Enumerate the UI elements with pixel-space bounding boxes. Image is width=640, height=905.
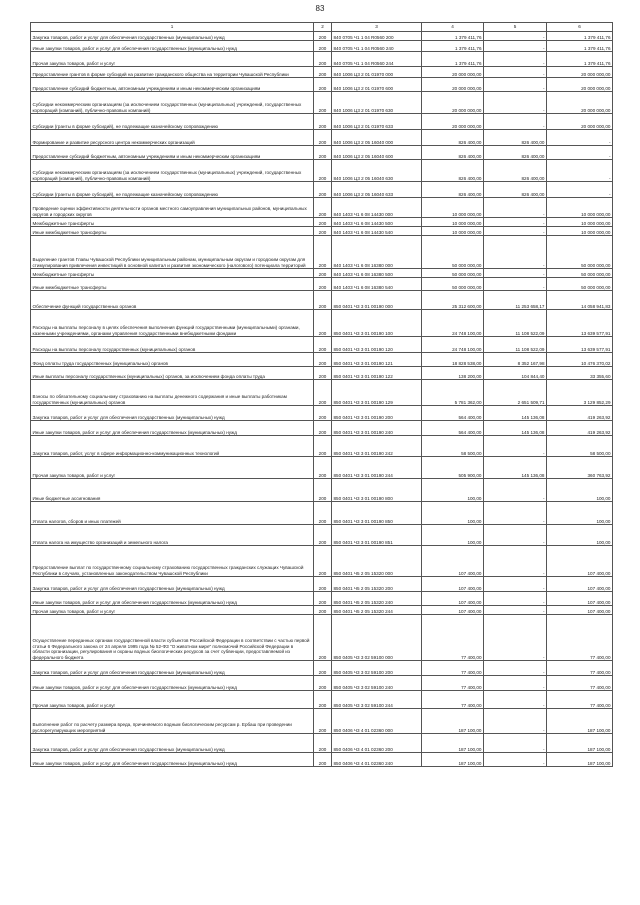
row-amount-approved: 826 400,00: [422, 146, 484, 160]
row-budget-code: 850 0405 Ч3 3 02 59100 200: [332, 661, 422, 676]
row-amount-approved: 1 379 411,76: [422, 52, 484, 67]
table-row: [31, 525, 613, 546]
row-budget-code: 850 0401 Ч3 3 01 00190 200: [332, 406, 422, 421]
row-amount-executed: -: [484, 592, 547, 606]
row-amount-approved: 100,00: [422, 479, 484, 502]
row-amount-executed: 104 844,40: [484, 367, 547, 380]
row-budget-code: 840 1006 Ц3 2 01 01970 000: [332, 67, 422, 78]
row-amount-remaining: 20 000 000,00: [547, 92, 613, 114]
row-amount-executed: -: [484, 606, 547, 615]
row-amount-executed: 11 108 522,09: [484, 337, 547, 353]
row-amount-executed: -: [484, 78, 547, 92]
row-amount-remaining: 107 400,00: [547, 577, 613, 592]
row-amount-remaining: 58 500,00: [547, 436, 613, 457]
row-description: Прочая закупка товаров, работ и услуг: [31, 691, 314, 709]
table-row: [31, 269, 613, 278]
row-amount-executed: -: [484, 502, 547, 525]
row-amount-approved: 826 400,00: [422, 182, 484, 198]
table-row: [31, 436, 613, 457]
table-row: [31, 114, 613, 130]
page-number: 83: [315, 4, 325, 13]
table-row: [31, 421, 613, 436]
row-budget-code: 850 0405 Ч3 3 02 59100 244: [332, 691, 422, 709]
row-amount-remaining: 100,00: [547, 525, 613, 546]
row-description: Иные выплаты персоналу государственных (муниципальных) органов, за исключением фонда оплаты труда: [31, 367, 314, 380]
row-amount-approved: 826 400,00: [422, 130, 484, 146]
row-amount-executed: -: [484, 615, 547, 661]
row-budget-code: 850 0406 Ч3 4 01 02360 200: [332, 734, 422, 753]
row-amount-executed: 145 136,08: [484, 421, 547, 436]
row-amount-approved: 5 781 362,00: [422, 380, 484, 406]
row-description: Закупка товаров, работ и услуг для обеспечения государственных (муниципальных) нужд: [31, 32, 314, 41]
row-amount-remaining: 100,00: [547, 502, 613, 525]
row-budget-code: 850 0406 Ч3 4 01 02360 240: [332, 753, 422, 767]
table-row: [31, 67, 613, 78]
row-amount-remaining: -: [547, 182, 613, 198]
row-description: Иные бюджетные ассигнования: [31, 479, 314, 502]
row-budget-code: 850 0401 Ч3 3 01 00190 240: [332, 421, 422, 436]
row-budget-code: 840 1006 Ц3 2 01 01970 600: [332, 78, 422, 92]
table-row: [31, 78, 613, 92]
row-amount-executed: -: [484, 479, 547, 502]
table-row: [31, 577, 613, 592]
row-column-2: 200: [314, 67, 332, 78]
row-budget-code: 850 0401 Ч3 3 01 00190 851: [332, 525, 422, 546]
row-description: Уплата налогов, сборов и иных платежей: [31, 502, 314, 525]
row-amount-remaining: 50 000 000,00: [547, 236, 613, 269]
row-column-2: 200: [314, 367, 332, 380]
row-column-2: 200: [314, 198, 332, 218]
row-budget-code: 840 1403 Ч1 6 08 14430 000: [332, 198, 422, 218]
row-amount-remaining: 10 000 000,00: [547, 198, 613, 218]
table-row: [31, 218, 613, 227]
row-column-2: 200: [314, 577, 332, 592]
row-amount-approved: 50 000 000,00: [422, 269, 484, 278]
row-amount-executed: 8 352 167,98: [484, 353, 547, 367]
row-amount-executed: -: [484, 218, 547, 227]
table-row: [31, 676, 613, 691]
column-header: 2: [314, 23, 332, 32]
row-amount-approved: 100,00: [422, 502, 484, 525]
row-amount-executed: -: [484, 525, 547, 546]
row-amount-approved: 25 312 600,00: [422, 291, 484, 310]
table-row: [31, 198, 613, 218]
row-amount-approved: 138 200,00: [422, 367, 484, 380]
row-column-2: 200: [314, 130, 332, 146]
row-column-2: 200: [314, 436, 332, 457]
row-column-2: 200: [314, 92, 332, 114]
row-column-2: 200: [314, 380, 332, 406]
row-description: Прочая закупка товаров, работ и услуг: [31, 606, 314, 615]
row-budget-code: 850 0401 Ч3 3 01 00190 100: [332, 310, 422, 337]
row-description: Выделение грантов Главы Чувашской Республики муниципальным районам, муниципальным округам и городским округам для стимулирования привлечения инвестиций в основной капитал и развития экономического (налогового) потенциала территорий: [31, 236, 314, 269]
row-budget-code: 850 0401 Ч3 3 01 00190 800: [332, 479, 422, 502]
row-budget-code: 840 1006 Ц3 2 05 16040 630: [332, 160, 422, 182]
row-amount-executed: -: [484, 41, 547, 52]
row-description: Субсидии некоммерческим организациям (за исключением государственных (муниципальных) учреждений, государственных корпораций (компаний), публично-правовых компаний): [31, 160, 314, 182]
table-header-row: [31, 23, 613, 32]
table-row: [31, 41, 613, 52]
row-description: Иные закупки товаров, работ и услуг для обеспечения государственных (муниципальных) нужд: [31, 753, 314, 767]
row-amount-executed: -: [484, 269, 547, 278]
table-row: [31, 734, 613, 753]
row-budget-code: 840 1403 Ч1 6 08 16380 500: [332, 269, 422, 278]
row-column-2: 200: [314, 52, 332, 67]
row-description: Предоставление выплат по государственному социальному страхованию государственных гражданских служащих Чувашской Республики в случаях, установленных законодательством Чувашской Республики: [31, 546, 314, 577]
row-budget-code: 840 1403 Ч1 6 08 14430 500: [332, 218, 422, 227]
row-amount-executed: 11 253 658,17: [484, 291, 547, 310]
row-description: Субсидии некоммерческим организациям (за исключением государственных (муниципальных) учреждений, государственных корпораций (компаний), публично-правовых компаний): [31, 92, 314, 114]
row-column-2: 200: [314, 606, 332, 615]
row-amount-remaining: 1 379 411,76: [547, 52, 613, 67]
row-amount-approved: 20 000 000,00: [422, 67, 484, 78]
row-column-2: 200: [314, 734, 332, 753]
row-amount-remaining: 33 355,60: [547, 367, 613, 380]
table-row: [31, 52, 613, 67]
row-amount-approved: 107 400,00: [422, 592, 484, 606]
table-row: [31, 546, 613, 577]
row-description: Субсидии (гранты в форме субсидий), не подлежащие казначейскому сопровождению: [31, 182, 314, 198]
row-budget-code: 850 0401 Ч3 3 01 00190 850: [332, 502, 422, 525]
row-amount-remaining: -: [547, 130, 613, 146]
row-description: Предоставление грантов в форме субсидий на развитие гражданского общества на территории Чувашской Республики: [31, 67, 314, 78]
row-amount-remaining: 187 100,00: [547, 709, 613, 734]
table-row: [31, 160, 613, 182]
row-budget-code: 850 0406 Ч3 4 01 02360 000: [332, 709, 422, 734]
row-column-2: 200: [314, 709, 332, 734]
table-row: [31, 606, 613, 615]
row-description: Иные закупки товаров, работ и услуг для обеспечения государственных (муниципальных) нужд: [31, 41, 314, 52]
row-amount-approved: 1 379 411,76: [422, 32, 484, 41]
row-amount-remaining: 187 100,00: [547, 734, 613, 753]
table-row: [31, 278, 613, 291]
column-header: 1: [31, 23, 314, 32]
row-amount-remaining: 20 000 000,00: [547, 78, 613, 92]
row-amount-approved: 107 400,00: [422, 606, 484, 615]
row-budget-code: 850 0401 Ч3 3 01 00190 000: [332, 291, 422, 310]
table-row: [31, 592, 613, 606]
row-amount-remaining: 13 639 577,91: [547, 310, 613, 337]
row-amount-executed: 826 400,00: [484, 130, 547, 146]
row-description: Предоставление субсидий бюджетным, автономным учреждениям и иным некоммерческим организациям: [31, 146, 314, 160]
row-amount-remaining: 20 000 000,00: [547, 114, 613, 130]
table-row: [31, 457, 613, 479]
table-row: [31, 32, 613, 41]
row-amount-remaining: 77 400,00: [547, 661, 613, 676]
row-description: Иные закупки товаров, работ и услуг для обеспечения государственных (муниципальных) нужд: [31, 676, 314, 691]
row-budget-code: 850 0405 Ч3 3 02 59100 240: [332, 676, 422, 691]
row-column-2: 200: [314, 421, 332, 436]
row-column-2: 200: [314, 406, 332, 421]
row-amount-executed: 826 400,00: [484, 160, 547, 182]
row-budget-code: 840 1006 Ц3 2 01 01970 630: [332, 92, 422, 114]
row-budget-code: 850 0401 Ч5 2 05 15320 244: [332, 606, 422, 615]
row-description: Расходы на выплаты персоналу государственных (муниципальных) органов: [31, 337, 314, 353]
row-amount-approved: 20 000 000,00: [422, 92, 484, 114]
table-row: [31, 691, 613, 709]
row-budget-code: 850 0401 Ч3 3 01 00190 122: [332, 367, 422, 380]
row-description: Предоставление субсидий бюджетным, автономным учреждениям и иным некоммерческим организациям: [31, 78, 314, 92]
row-amount-remaining: 360 763,92: [547, 457, 613, 479]
row-column-2: 200: [314, 502, 332, 525]
row-column-2: 200: [314, 236, 332, 269]
row-column-2: 200: [314, 291, 332, 310]
row-description: Расходы на выплаты персоналу в целях обеспечения выполнения функций государственными (муниципальными) органами, казенными учреждениями, органами управления государственными внебюджетными фондами: [31, 310, 314, 337]
table-row: [31, 502, 613, 525]
row-budget-code: 840 1006 Ц3 2 05 16040 000: [332, 130, 422, 146]
row-amount-approved: 10 000 000,00: [422, 198, 484, 218]
row-amount-approved: 564 400,00: [422, 421, 484, 436]
row-column-2: 200: [314, 525, 332, 546]
row-description: Обеспечение функций государственных органов: [31, 291, 314, 310]
row-amount-approved: 564 400,00: [422, 406, 484, 421]
column-header: 3: [332, 23, 422, 32]
row-amount-approved: 58 500,00: [422, 436, 484, 457]
row-amount-remaining: 77 400,00: [547, 615, 613, 661]
row-amount-approved: 187 100,00: [422, 753, 484, 767]
table-row: [31, 367, 613, 380]
row-description: Закупка товаров, работ и услуг для обеспечения государственных (муниципальных) нужд: [31, 406, 314, 421]
row-column-2: 200: [314, 546, 332, 577]
row-description: Прочая закупка товаров, работ и услуг: [31, 457, 314, 479]
row-column-2: 200: [314, 615, 332, 661]
row-amount-remaining: -: [547, 146, 613, 160]
row-amount-remaining: 77 400,00: [547, 691, 613, 709]
row-budget-code: 850 0401 Ч3 3 01 00190 121: [332, 353, 422, 367]
row-amount-remaining: 3 129 852,29: [547, 380, 613, 406]
row-amount-approved: 1 379 411,76: [422, 41, 484, 52]
row-amount-remaining: 107 400,00: [547, 546, 613, 577]
row-amount-executed: 145 136,08: [484, 406, 547, 421]
row-column-2: 200: [314, 753, 332, 767]
row-amount-executed: -: [484, 577, 547, 592]
row-amount-executed: 826 400,00: [484, 146, 547, 160]
row-amount-remaining: 20 000 000,00: [547, 67, 613, 78]
row-amount-executed: -: [484, 52, 547, 67]
row-amount-remaining: 107 400,00: [547, 606, 613, 615]
row-column-2: 200: [314, 479, 332, 502]
table-row: [31, 92, 613, 114]
row-budget-code: 850 0401 Ч5 2 05 15320 240: [332, 592, 422, 606]
row-amount-executed: 145 136,08: [484, 457, 547, 479]
row-column-2: 200: [314, 227, 332, 236]
table-row: [31, 353, 613, 367]
table-row: [31, 227, 613, 236]
row-amount-executed: -: [484, 709, 547, 734]
row-column-2: 200: [314, 691, 332, 709]
row-column-2: 200: [314, 457, 332, 479]
row-amount-approved: 20 000 000,00: [422, 114, 484, 130]
row-amount-approved: 826 400,00: [422, 160, 484, 182]
row-column-2: 200: [314, 592, 332, 606]
row-amount-approved: 24 748 100,00: [422, 310, 484, 337]
row-description: Закупка товаров, работ и услуг для обеспечения государственных (муниципальных) нужд: [31, 577, 314, 592]
row-amount-remaining: 419 263,92: [547, 421, 613, 436]
row-amount-remaining: 77 400,00: [547, 676, 613, 691]
row-amount-executed: 2 651 509,71: [484, 380, 547, 406]
row-amount-executed: 826 400,00: [484, 182, 547, 198]
table-row: [31, 380, 613, 406]
row-budget-code: 850 0401 Ч3 3 01 00190 244: [332, 457, 422, 479]
row-column-2: 200: [314, 78, 332, 92]
column-header: 6: [547, 23, 613, 32]
table-row: [31, 709, 613, 734]
row-amount-executed: -: [484, 67, 547, 78]
row-amount-approved: 77 400,00: [422, 615, 484, 661]
row-amount-remaining: 187 100,00: [547, 753, 613, 767]
table-row: [31, 182, 613, 198]
row-column-2: 200: [314, 278, 332, 291]
row-budget-code: 840 1006 Ц3 2 01 01970 633: [332, 114, 422, 130]
row-column-2: 200: [314, 353, 332, 367]
row-amount-remaining: 13 639 577,91: [547, 337, 613, 353]
row-amount-remaining: -: [547, 160, 613, 182]
row-amount-executed: -: [484, 676, 547, 691]
row-description: Субсидии (гранты в форме субсидий), не подлежащие казначейскому сопровождению: [31, 114, 314, 130]
row-column-2: 200: [314, 218, 332, 227]
table-row: [31, 310, 613, 337]
row-column-2: 200: [314, 310, 332, 337]
row-amount-approved: 187 100,00: [422, 734, 484, 753]
column-header: 4: [422, 23, 484, 32]
row-column-2: 200: [314, 32, 332, 41]
table-row: [31, 146, 613, 160]
row-amount-executed: -: [484, 198, 547, 218]
row-amount-executed: -: [484, 92, 547, 114]
row-amount-executed: -: [484, 436, 547, 457]
row-amount-approved: 18 828 538,00: [422, 353, 484, 367]
row-description: Осуществление переданных органам государственной власти субъектов Российской Федерации в соответствии с частью первой статьи 6 Федерального закона от 24 апреля 1995 года № 52-ФЗ "О животном мире" полномочий Российской Федерации в области организации, регулирования и охраны водных биологических ресурсов за счет субвенции, предоставляемой из федерального бюджета: [31, 615, 314, 661]
row-description: Иные закупки товаров, работ и услуг для обеспечения государственных (муниципальных) нужд: [31, 592, 314, 606]
row-description: Иные межбюджетные трансферты: [31, 278, 314, 291]
row-amount-remaining: 419 263,92: [547, 406, 613, 421]
row-amount-approved: 50 000 000,00: [422, 278, 484, 291]
row-amount-executed: -: [484, 546, 547, 577]
row-amount-executed: -: [484, 227, 547, 236]
row-amount-approved: 20 000 000,00: [422, 78, 484, 92]
row-column-2: 200: [314, 146, 332, 160]
row-amount-approved: 77 400,00: [422, 661, 484, 676]
row-amount-approved: 77 400,00: [422, 676, 484, 691]
row-amount-executed: -: [484, 236, 547, 269]
table-row: [31, 661, 613, 676]
row-budget-code: 850 0401 Ч3 3 01 00190 120: [332, 337, 422, 353]
row-column-2: 200: [314, 114, 332, 130]
row-amount-approved: 24 748 100,00: [422, 337, 484, 353]
row-budget-code: 850 0401 Ч3 3 01 00190 242: [332, 436, 422, 457]
row-amount-executed: -: [484, 691, 547, 709]
row-budget-code: 840 0705 Ч1 1 04 R0560 244: [332, 52, 422, 67]
row-amount-approved: 50 000 000,00: [422, 236, 484, 269]
table-row: [31, 753, 613, 767]
row-amount-approved: 100,00: [422, 525, 484, 546]
row-description: Иные межбюджетные трансферты: [31, 227, 314, 236]
row-description: Межбюджетные трансферты: [31, 269, 314, 278]
row-column-2: 200: [314, 41, 332, 52]
row-description: Формирование и развитие ресурсного центра некоммерческих организаций: [31, 130, 314, 146]
row-description: Выполнение работ по расчету размера вреда, причиняемого водным биологическим ресурсам р. Ербаш при проведении руслорегулирующих мероприятий: [31, 709, 314, 734]
row-amount-approved: 187 100,00: [422, 709, 484, 734]
row-budget-code: 840 0705 Ч1 1 04 R0560 200: [332, 32, 422, 41]
row-description: Прочая закупка товаров, работ и услуг: [31, 52, 314, 67]
row-amount-approved: 77 400,00: [422, 691, 484, 709]
row-amount-remaining: 10 476 370,02: [547, 353, 613, 367]
row-budget-code: 840 1403 Ч1 6 08 16380 540: [332, 278, 422, 291]
row-column-2: 200: [314, 337, 332, 353]
table-row: [31, 291, 613, 310]
row-amount-approved: 10 000 000,00: [422, 227, 484, 236]
row-description: Взносы по обязательному социальному страхованию на выплаты денежного содержания и иные выплаты работникам государственных (муниципальных) органов: [31, 380, 314, 406]
row-amount-executed: 11 108 522,09: [484, 310, 547, 337]
row-budget-code: 850 0401 Ч3 3 01 00190 129: [332, 380, 422, 406]
row-amount-executed: -: [484, 114, 547, 130]
row-amount-remaining: 14 058 941,83: [547, 291, 613, 310]
row-column-2: 200: [314, 661, 332, 676]
row-column-2: 200: [314, 269, 332, 278]
row-budget-code: 840 1006 Ц3 2 05 16040 633: [332, 182, 422, 198]
row-budget-code: 840 1006 Ц3 2 05 16040 600: [332, 146, 422, 160]
row-description: Закупка товаров, работ, услуг в сфере информационно-коммуникационных технологий: [31, 436, 314, 457]
row-amount-remaining: 50 000 000,00: [547, 269, 613, 278]
row-description: Проведение оценки эффективности деятельности органов местного самоуправления муниципальных районов, муниципальных округов и городских округов: [31, 198, 314, 218]
row-amount-executed: -: [484, 278, 547, 291]
row-description: Иные закупки товаров, работ и услуг для обеспечения государственных (муниципальных) нужд: [31, 421, 314, 436]
row-amount-remaining: 50 000 000,00: [547, 278, 613, 291]
row-amount-remaining: 10 000 000,00: [547, 218, 613, 227]
row-amount-approved: 10 000 000,00: [422, 218, 484, 227]
row-amount-executed: -: [484, 734, 547, 753]
row-amount-remaining: 1 379 411,76: [547, 32, 613, 41]
row-description: Межбюджетные трансферты: [31, 218, 314, 227]
row-amount-executed: -: [484, 32, 547, 41]
column-header: 5: [484, 23, 547, 32]
table-row: [31, 615, 613, 661]
row-amount-executed: -: [484, 753, 547, 767]
budget-table: [30, 22, 613, 767]
row-description: Уплата налога на имущество организаций и земельного налога: [31, 525, 314, 546]
table-row: [31, 406, 613, 421]
row-description: Закупка товаров, работ и услуг для обеспечения государственных (муниципальных) нужд: [31, 661, 314, 676]
table-row: [31, 236, 613, 269]
row-amount-remaining: 10 000 000,00: [547, 227, 613, 236]
row-column-2: 200: [314, 182, 332, 198]
row-description: Фонд оплаты труда государственных (муниципальных) органов: [31, 353, 314, 367]
row-amount-approved: 107 400,00: [422, 577, 484, 592]
row-amount-executed: -: [484, 661, 547, 676]
row-column-2: 200: [314, 160, 332, 182]
table-row: [31, 479, 613, 502]
row-budget-code: 840 1403 Ч1 6 08 14430 540: [332, 227, 422, 236]
row-amount-approved: 505 900,00: [422, 457, 484, 479]
row-amount-remaining: 1 379 411,76: [547, 41, 613, 52]
row-amount-remaining: 100,00: [547, 479, 613, 502]
row-budget-code: 850 0405 Ч3 3 02 59100 000: [332, 615, 422, 661]
row-budget-code: 850 0401 Ч5 2 05 15320 200: [332, 577, 422, 592]
row-budget-code: 840 1403 Ч1 6 08 16380 000: [332, 236, 422, 269]
row-budget-code: 850 0401 Ч5 2 05 15320 000: [332, 546, 422, 577]
row-column-2: 200: [314, 676, 332, 691]
row-budget-code: 840 0705 Ч1 1 04 R0560 240: [332, 41, 422, 52]
row-amount-remaining: 107 400,00: [547, 592, 613, 606]
table-row: [31, 130, 613, 146]
row-amount-approved: 107 400,00: [422, 546, 484, 577]
table-row: [31, 337, 613, 353]
row-description: Закупка товаров, работ и услуг для обеспечения государственных (муниципальных) нужд: [31, 734, 314, 753]
